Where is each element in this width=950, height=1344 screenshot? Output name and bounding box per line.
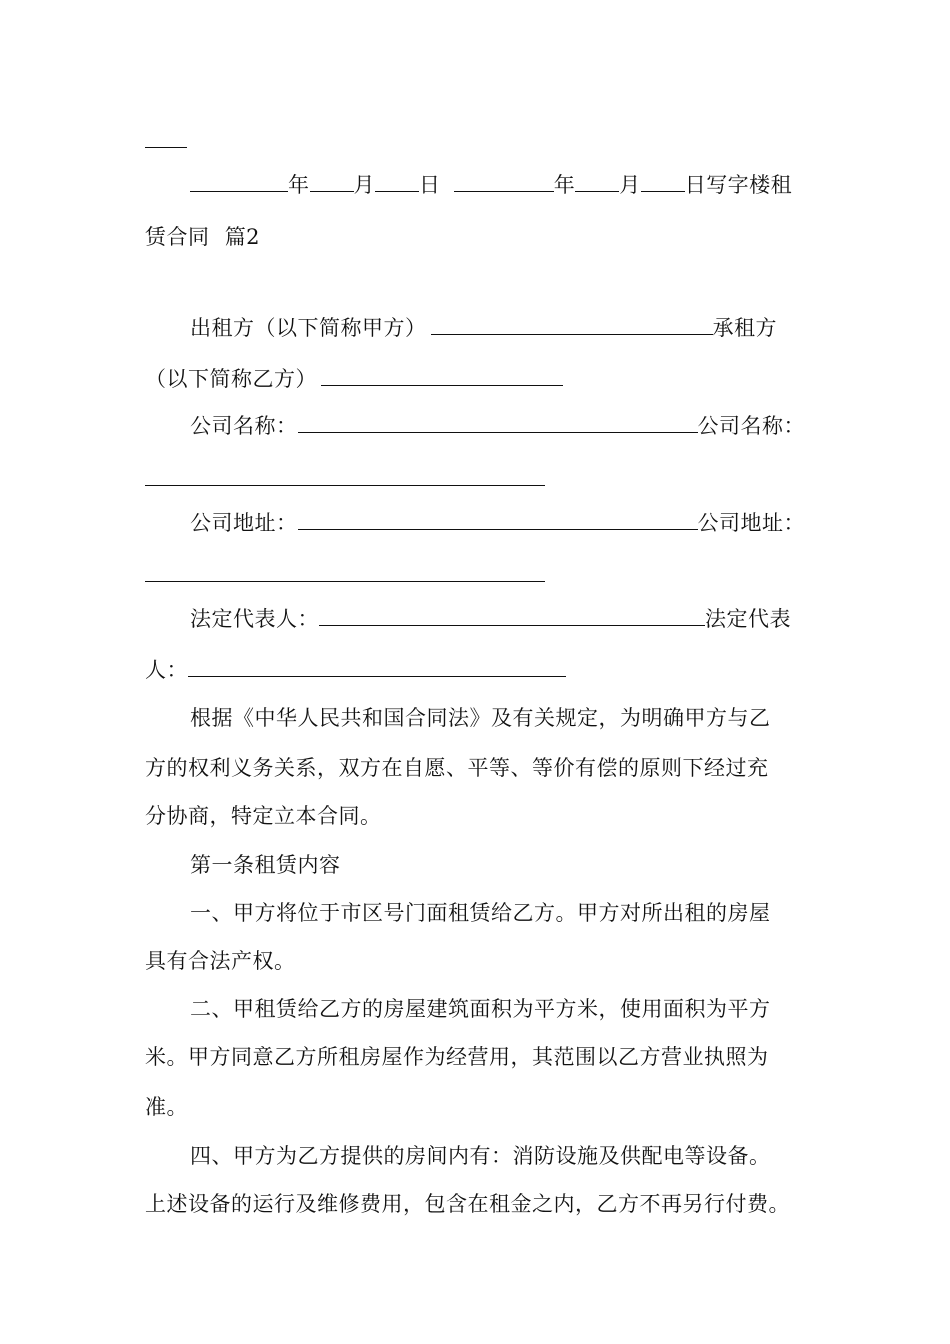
legal-rep-line bbox=[190, 604, 791, 634]
section-label: 篇2 bbox=[224, 225, 261, 249]
contract-title-start: 写字楼租 bbox=[706, 173, 793, 197]
company-name-blank-a bbox=[298, 412, 698, 433]
lessee-label-end: （以下简称乙方） bbox=[145, 367, 317, 391]
legal-rep-blank-b bbox=[188, 656, 566, 677]
legal-rep-line-2 bbox=[145, 655, 566, 685]
top-short-rule bbox=[145, 147, 187, 148]
year-blank-1 bbox=[190, 171, 288, 192]
company-address-label-a: 公司地址： bbox=[190, 511, 298, 535]
month-unit-1: 月 bbox=[353, 173, 375, 197]
date-line bbox=[190, 170, 792, 200]
clause4-line-1: 四、甲方为乙方提供的房间内有：消防设施及供配电等设备。 bbox=[190, 1144, 771, 1168]
lessee-line bbox=[145, 364, 563, 394]
lessee-label-start: 承租方 bbox=[712, 316, 777, 340]
clause2-line-3: 准。 bbox=[145, 1095, 188, 1119]
day-unit-1: 日 bbox=[419, 173, 441, 197]
legal-rep-label-a: 法定代表人： bbox=[190, 607, 319, 631]
company-name-blank-b bbox=[145, 485, 545, 486]
day-blank-2 bbox=[641, 171, 685, 192]
contract-title-line bbox=[145, 222, 260, 252]
article1-title: 第一条租赁内容 bbox=[190, 853, 341, 877]
preamble-line-2: 方的权利义务关系，双方在自愿、平等、等价有偿的原则下经过充 bbox=[145, 756, 769, 780]
day-blank-1 bbox=[375, 171, 419, 192]
company-address-blank-a bbox=[298, 509, 698, 530]
clause1-line-2: 具有合法产权。 bbox=[145, 949, 296, 973]
preamble-line-3: 分协商，特定立本合同。 bbox=[145, 804, 382, 828]
clause2-line-1: 二、甲租赁给乙方的房屋建筑面积为平方米，使用面积为平方 bbox=[190, 997, 771, 1021]
month-blank-2 bbox=[575, 171, 619, 192]
lessor-label: 出租方（以下简称甲方） bbox=[190, 316, 427, 340]
lessee-blank bbox=[321, 365, 563, 386]
company-address-label-b: 公司地址： bbox=[697, 511, 805, 535]
legal-rep-label-b-end: 人： bbox=[145, 658, 188, 682]
clause4-line-2: 上述设备的运行及维修费用，包含在租金之内，乙方不再另行付费。 bbox=[145, 1192, 790, 1216]
month-unit-2: 月 bbox=[619, 173, 641, 197]
company-name-line bbox=[190, 411, 805, 441]
month-blank-1 bbox=[310, 171, 354, 192]
company-name-label-a: 公司名称： bbox=[190, 414, 298, 438]
company-name-label-b: 公司名称： bbox=[697, 414, 805, 438]
lessor-line bbox=[190, 313, 777, 343]
day-unit-2: 日 bbox=[684, 173, 707, 197]
clause1-line-1: 一、甲方将位于市区号门面租赁给乙方。甲方对所出租的房屋 bbox=[190, 901, 771, 925]
lessor-blank bbox=[431, 314, 713, 335]
legal-rep-label-b: 法定代表 bbox=[705, 607, 791, 631]
preamble-line-1: 根据《中华人民共和国合同法》及有关规定，为明确甲方与乙 bbox=[190, 706, 771, 730]
contract-title-cont: 赁合同 bbox=[145, 225, 210, 249]
legal-rep-blank-a bbox=[319, 605, 705, 626]
year-unit-2: 年 bbox=[553, 173, 576, 197]
year-blank-2 bbox=[454, 171, 554, 192]
company-address-line bbox=[190, 508, 805, 538]
clause2-line-2: 米。甲方同意乙方所租房屋作为经营用，其范围以乙方营业执照为 bbox=[145, 1045, 769, 1069]
company-address-blank-b bbox=[145, 581, 545, 582]
year-unit-1: 年 bbox=[288, 173, 310, 197]
